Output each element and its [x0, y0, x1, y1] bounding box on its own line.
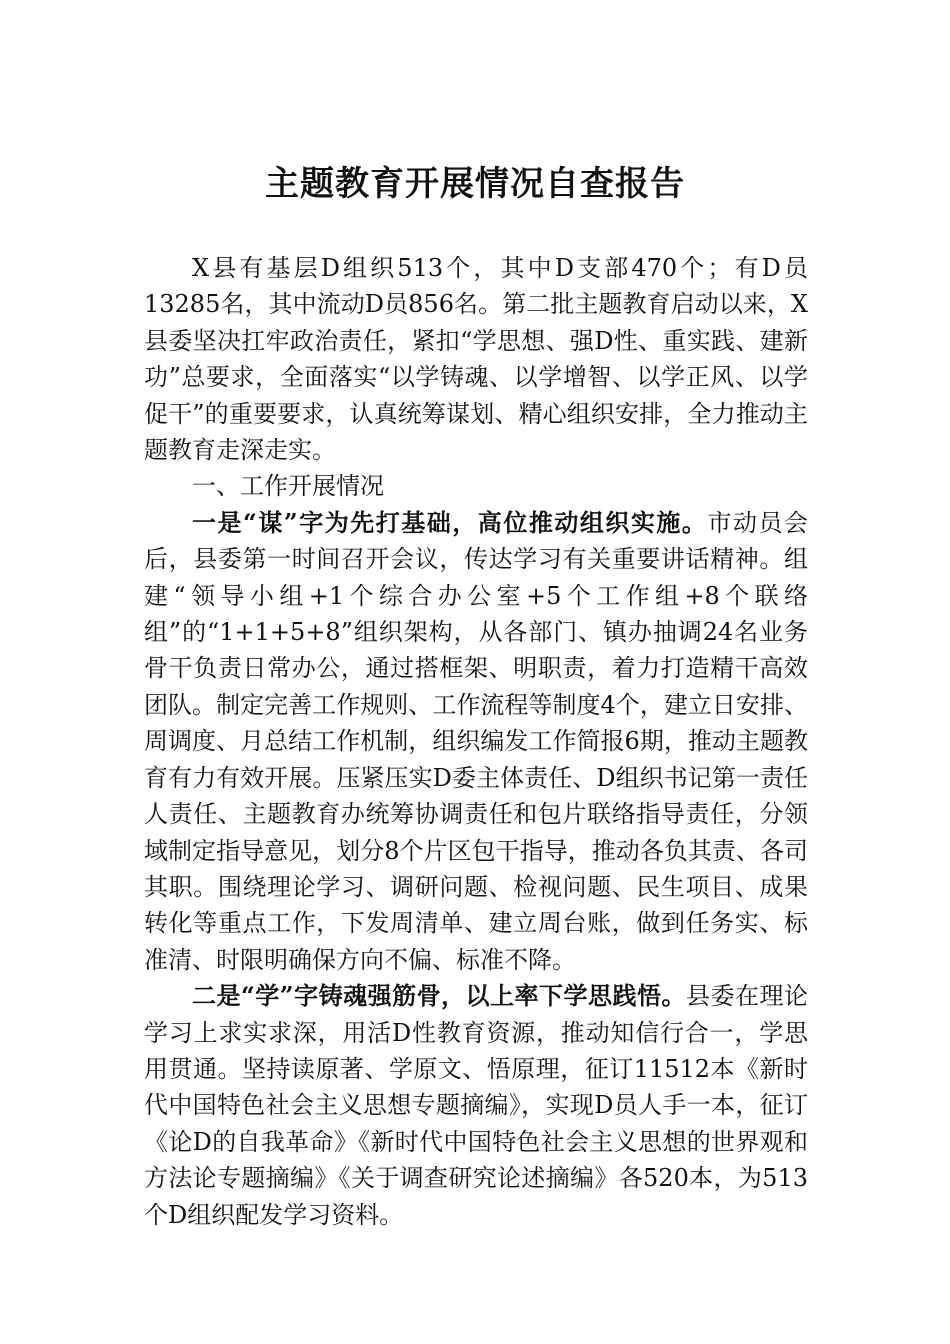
paragraph-1-lead: 一是“谋”字为先打基础，高位推动组织实施。 — [192, 507, 708, 537]
paragraph-1 — [144, 505, 808, 978]
paragraph-2-lead: 二是“学”字铸魂强筋骨，以上率下学思践悟。 — [192, 981, 687, 1011]
paragraph-2 — [144, 978, 808, 1233]
paragraph-1-text: 市动员会后，县委第一时间召开会议，传达学习有关重要讲话精神。组建“领导小组+1个综合办公室+5个工作组+8个联络组”的“1+1+5+8”组织架构，从各部门、镇办抽调24名业务骨干负责日常办公，通过搭框架、明职责，着力打造精干高效团队。制定完善工作规则、工作流程等制度4个，建立日安排、周调度、月总结工作机制，组织编发工作简报6期，推动主题教育有力有效开展。压紧压实D委主体责任、D组织书记第一责任人责任、主题教育办统筹协调责任和包片联络指导责任，分领域制定指导意见，划分8个片区包干指导，推动各负其责、各司其职。围绕理论学习、调研问题、检视问题、民生项目、成果转化等重点工作，下发周清单、建立周台账，做到任务实、标准清、时限明确保方向不偏、标准不降。 — [144, 508, 809, 974]
paragraph-2-text: 县委在理论学习上求实求深，用活D性教育资源，推动知信行合一，学思用贯通。坚持读原著、学原文、悟原理，征订11512本《新时代中国特色社会主义思想专题摘编》，实现D员人手一本，征订《论D的自我革命》《新时代中国特色社会主义思想的世界观和方法论专题摘编》《关于调查研究论述摘编》各520本，为513个D组织配发学习资料。 — [144, 982, 809, 1229]
section-heading: 一、工作开展情况 — [192, 472, 384, 501]
document-title: 主题教育开展情况自查报告 — [265, 164, 685, 204]
intro-paragraph: X县有基层D组织513个，其中D支部470个；有D员13285名，其中流动D员856名。第二批主题教育启动以来，X县委坚决扛牢政治责任，紧扣“学思想、强D性、重实践、建新功”总要求，全面落实“以学铸魂、以学增智、以学正风、以学促干”的重要要求，认真统筹谋划、精心组织安排，全力推动主题教育走深走实。 — [144, 254, 808, 465]
document-body — [144, 250, 808, 1233]
